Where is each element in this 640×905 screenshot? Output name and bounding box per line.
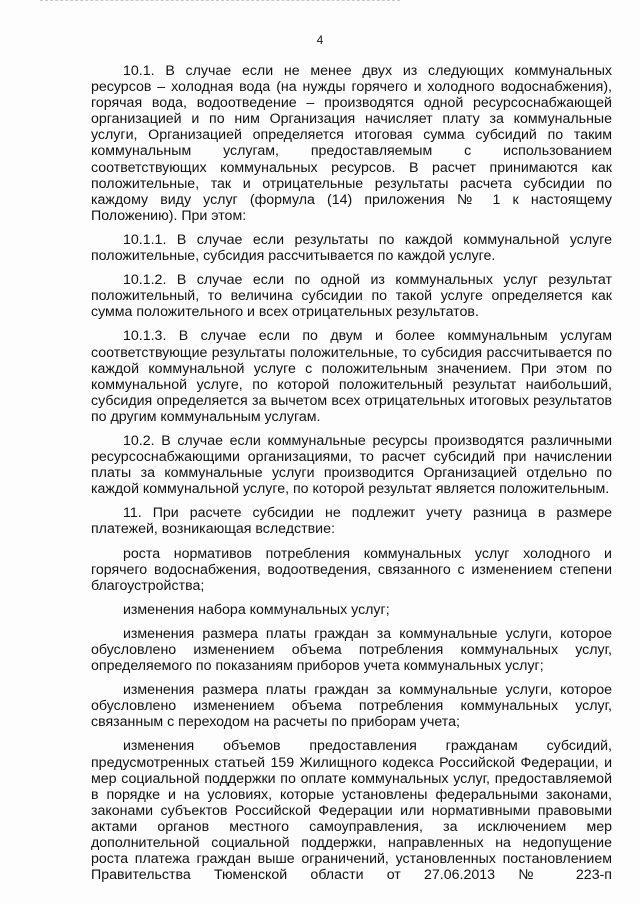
list-item-payment-meter-readings: изменения размера платы граждан за коммунальные услуги, которое обусловлено изменением объема потребления коммунальных услуг, определяемого по показаниям приборов учета коммунальных услуг;: [91, 625, 612, 675]
page-number: 4: [316, 33, 324, 47]
list-item-payment-meter-transition: изменения размера платы граждан за коммунальные услуги, которое обусловлено изменением объема потребления коммунальных услуг, связанным с переходом на расчеты по приборам учета;: [91, 682, 612, 731]
paragraph-11: 11. При расчете субсидии не подлежит учету разница в размере платежей, возникающая вследствие:: [91, 505, 612, 538]
scan-top-edge: [40, 0, 400, 1]
paragraph-10-2: 10.2. В случае если коммунальные ресурсы производятся различными ресурсоснабжающими организациями, то расчет субсидий при начислении платы за коммунальные услуги производится Организацией отдельно по каждой коммунальной услуге, по которой результат является положительным.: [91, 432, 612, 498]
paragraph-10-1: 10.1. В случае если не менее двух из следующих коммунальных ресурсов – холодная вода (на нужды горячего и холодного водоснабжения), горячая вода, водоотведение – производятся одной ресурсоснабжающей организацией и по ним Организация начисляет плату за коммунальные услуги, Организацией определяется итоговая сумма субсидий по таким коммунальным услугам, предоставляемым с использованием соответствующих коммунальных ресурсов. В расчет принимаются как положительные, так и отрицательные результаты расчета субсидии по каждому виду услуг (формула (14) приложения № 1 к настоящему Положению). При этом:: [91, 63, 612, 224]
paragraph-10-1-3: 10.1.3. В случае если по двум и более коммунальным услугам соответствующие результаты положительные, то субсидия рассчитывается по каждой коммунальной услуге с положительным значением. При этом по коммунальной услуге, по которой положительный результат наибольший, субсидия определяется за вычетом всех отрицательных итоговых результатов по другим коммунальным услугам.: [91, 328, 612, 425]
paragraph-10-1-2: 10.1.2. В случае если по одной из коммунальных услуг результат положительный, то величина субсидии по такой услуге определяется как сумма положительного и всех отрицательных результатов.: [91, 272, 612, 321]
document-body: [91, 63, 612, 883]
list-item-norms-growth: роста нормативов потребления коммунальных услуг холодного и горячего водоснабжения, водоотведения, связанного с изменением степени благоустройства;: [91, 545, 612, 594]
paragraph-10-1-1: 10.1.1. В случае если результаты по каждой коммунальной услуге положительные, субсидия рассчитывается по каждой услуге.: [91, 231, 612, 265]
list-item-subsidy-volumes: изменения объемов предоставления гражданам субсидий, предусмотренных статьей 159 Жилищного кодекса Российской Федерации, и мер социальной поддержки по оплате коммунальных услуг, предоставляемой в порядке и на условиях, которые установлены федеральными законами, законами субъектов Российской Федерации или нормативными правовыми актами органов местного самоуправления, за исключением мер дополнительной социальной поддержки, направленных на недопущение роста платежа граждан выше ограничений, установленных постановлением Правительства Тюменской области от 27.06.2013 № 223-п: [91, 738, 612, 884]
list-item-services-set: изменения набора коммунальных услуг;: [123, 601, 390, 618]
